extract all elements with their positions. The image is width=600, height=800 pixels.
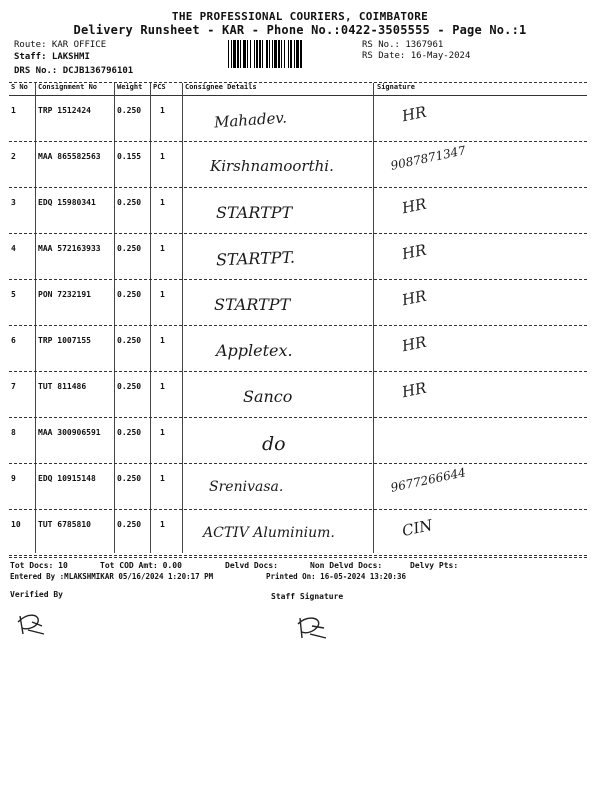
row-pcs: 1 <box>160 290 165 299</box>
column-divider <box>35 83 36 553</box>
row-sno: 6 <box>11 336 16 345</box>
row-separator <box>9 463 587 464</box>
row-separator <box>9 279 587 280</box>
row-weight: 0.250 <box>117 290 142 299</box>
row-signature: 9677266644 <box>389 465 467 495</box>
row-sno: 1 <box>11 106 16 115</box>
row-pcs: 1 <box>160 520 165 529</box>
verifier-signature-image <box>14 608 50 638</box>
row-sno: 7 <box>11 382 16 391</box>
row-consignment-no: MAA 865582563 <box>38 152 101 161</box>
row-weight: 0.250 <box>117 474 142 483</box>
row-signature: HR <box>400 240 428 264</box>
row-sno: 9 <box>11 474 16 483</box>
verified-by-label: Verified By <box>10 590 63 599</box>
row-pcs: 1 <box>160 106 165 115</box>
column-divider <box>150 83 151 553</box>
row-consignment-no: TRP 1007155 <box>38 336 91 345</box>
row-pcs: 1 <box>160 428 165 437</box>
row-consignee: Sanco <box>243 387 293 406</box>
column-divider <box>182 83 183 553</box>
staff-signature-image <box>292 612 332 642</box>
barcode-image <box>228 40 358 68</box>
row-separator <box>9 325 587 326</box>
row-separator <box>9 141 587 142</box>
row-signature: HR <box>400 194 428 218</box>
row-consignee: ACTIV Aluminium. <box>203 525 335 541</box>
row-pcs: 1 <box>160 244 165 253</box>
row-consignee: Mahadev. <box>213 108 288 132</box>
staff-signature-label: Staff Signature <box>271 592 344 601</box>
row-signature: CIN <box>400 516 435 540</box>
printed-on: Printed On: 16-05-2024 13:20:36 <box>266 572 406 581</box>
row-consignment-no: TUT 811486 <box>38 382 87 391</box>
row-consignee: Appletex. <box>216 341 293 360</box>
col-consignee: Consignee Details <box>185 83 257 91</box>
row-consignment-no: TRP 1512424 <box>38 106 91 115</box>
row-signature: HR <box>400 378 428 402</box>
row-consignment-no: EDQ 10915148 <box>38 474 96 483</box>
row-sno: 10 <box>11 520 21 529</box>
header-rule <box>9 95 587 96</box>
row-consignee: STARTPT. <box>215 247 296 270</box>
row-consignment-no: MAA 572163933 <box>38 244 101 253</box>
row-consignee: Kirshnamoorthi. <box>210 157 334 175</box>
row-separator <box>9 509 587 510</box>
rs-date: RS Date: 16-May-2024 <box>362 51 471 61</box>
row-pcs: 1 <box>160 336 165 345</box>
row-consignee: STARTPT <box>214 295 291 314</box>
row-weight: 0.250 <box>117 106 142 115</box>
row-weight: 0.250 <box>117 336 142 345</box>
staff-label: Staff: LAKSHMI <box>14 52 90 62</box>
row-sno: 5 <box>11 290 16 299</box>
row-signature: HR <box>400 286 428 310</box>
col-signature: Signature <box>377 83 415 91</box>
row-consignment-no: PON 7232191 <box>38 290 91 299</box>
row-pcs: 1 <box>160 152 165 161</box>
row-weight: 0.250 <box>117 520 142 529</box>
rs-number: RS No.: 1367961 <box>362 40 444 50</box>
row-sno: 4 <box>11 244 16 253</box>
row-sno: 3 <box>11 198 16 207</box>
route-label: Route: KAR OFFICE <box>14 40 107 50</box>
row-consignee: do <box>262 433 286 455</box>
delivery-points: Delvy Pts: <box>410 561 459 570</box>
row-weight: 0.250 <box>117 198 142 207</box>
row-separator <box>9 371 587 372</box>
total-cod: Tot COD Amt: 0.00 <box>100 561 182 570</box>
row-consignee: Srenivasa. <box>209 479 284 495</box>
runsheet-subtitle: Delivery Runsheet - KAR - Phone No.:0422-3505555 - Page No.:1 <box>73 23 527 37</box>
row-pcs: 1 <box>160 382 165 391</box>
row-separator <box>9 187 587 188</box>
row-sno: 2 <box>11 152 16 161</box>
total-docs: Tot Docs: 10 <box>10 561 68 570</box>
col-consignment: Consignment No <box>38 83 98 91</box>
row-consignment-no: EDQ 15980341 <box>38 198 96 207</box>
column-divider <box>373 83 374 553</box>
row-signature: HR <box>400 332 428 356</box>
row-sno: 8 <box>11 428 16 437</box>
column-divider <box>114 83 115 553</box>
row-consignment-no: MAA 300906591 <box>38 428 101 437</box>
row-weight: 0.250 <box>117 244 142 253</box>
delivered-docs: Delvd Docs: <box>225 561 278 570</box>
row-signature: HR <box>400 102 428 126</box>
table-header <box>9 83 587 95</box>
non-delivered-docs: Non Delvd Docs: <box>310 561 383 570</box>
row-separator <box>9 233 587 234</box>
row-pcs: 1 <box>160 474 165 483</box>
col-weight: Weight <box>117 83 143 91</box>
row-consignee: STARTPT <box>216 203 293 222</box>
row-signature: 9087871347 <box>389 143 467 173</box>
company-title: THE PROFESSIONAL COURIERS, COIMBATORE <box>171 10 429 23</box>
row-weight: 0.155 <box>117 152 142 161</box>
col-sno: S No <box>11 83 28 91</box>
row-consignment-no: TUT 6785810 <box>38 520 91 529</box>
entered-by: Entered By :MLAKSHMIKAR 05/16/2024 1:20:17 PM <box>10 572 214 581</box>
row-separator <box>9 555 587 556</box>
table-bottom-rule <box>9 557 587 558</box>
row-weight: 0.250 <box>117 382 142 391</box>
drs-number: DRS No.: DCJB136796101 <box>14 66 134 76</box>
col-pcs: PCS <box>153 83 166 91</box>
row-weight: 0.250 <box>117 428 142 437</box>
row-separator <box>9 417 587 418</box>
row-pcs: 1 <box>160 198 165 207</box>
